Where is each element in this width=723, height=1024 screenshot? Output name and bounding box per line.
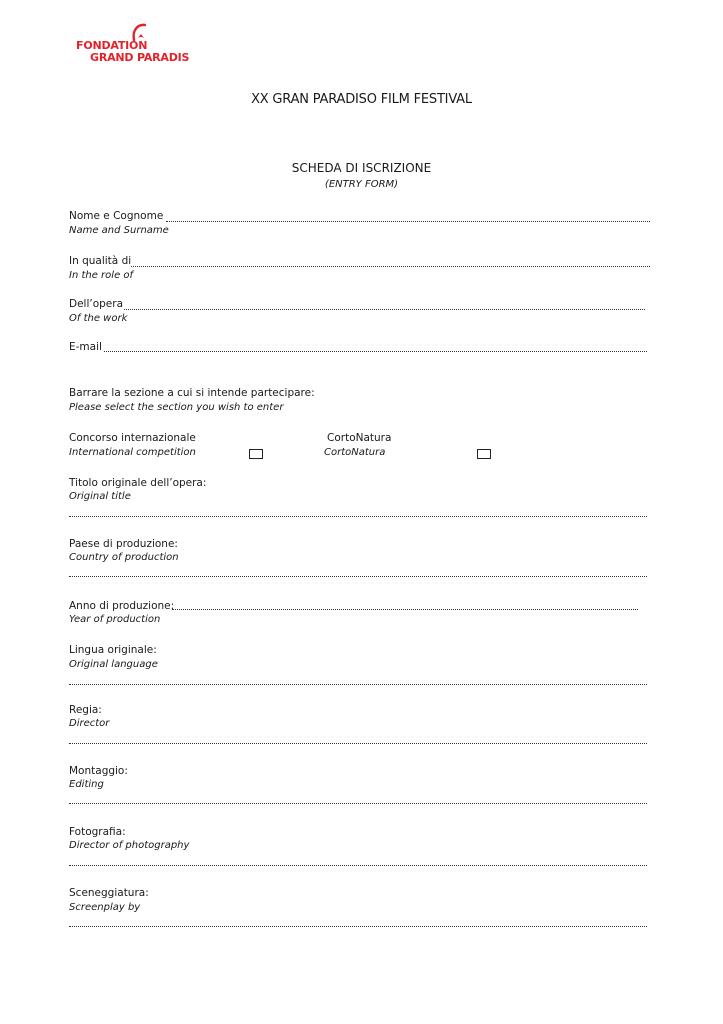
name-field[interactable] — [166, 221, 650, 222]
country-label-en: Country of production — [69, 552, 179, 563]
language-label: Lingua originale: — [69, 644, 157, 656]
international-label-en: International competition — [69, 447, 196, 458]
country-field[interactable] — [69, 576, 647, 577]
director-label-en: Director — [69, 718, 110, 729]
cortonatura-label-en: CortoNatura — [324, 447, 386, 458]
editing-label-en: Editing — [69, 779, 104, 790]
photography-label-en: Director of photography — [69, 840, 190, 851]
year-label-en: Year of production — [69, 614, 161, 625]
year-label: Anno di produzione: — [69, 600, 175, 612]
cortonatura-checkbox[interactable] — [477, 449, 491, 459]
work-label: Dell’opera — [69, 298, 124, 310]
role-label-en: In the role of — [69, 270, 134, 281]
screenplay-label: Sceneggiatura: — [69, 887, 149, 899]
form-title: SCHEDA DI ISCRIZIONE — [291, 161, 432, 175]
language-label-en: Original language — [69, 659, 158, 670]
international-checkbox[interactable] — [249, 449, 263, 459]
language-field[interactable] — [69, 684, 647, 685]
international-label: Concorso internazionale — [69, 432, 196, 444]
screenplay-field[interactable] — [69, 926, 647, 927]
fondation-logo — [76, 22, 196, 68]
role-field[interactable] — [131, 266, 650, 267]
work-label-en: Of the work — [69, 313, 128, 324]
editing-field[interactable] — [69, 803, 647, 804]
year-field[interactable] — [172, 609, 638, 610]
original-title-field[interactable] — [69, 516, 647, 517]
photography-label: Fotografia: — [69, 826, 126, 838]
festival-title: XX GRAN PARADISO FILM FESTIVAL — [251, 92, 472, 107]
name-label-en: Name and Surname — [69, 225, 169, 236]
director-field[interactable] — [69, 743, 647, 744]
editing-label: Montaggio: — [69, 765, 128, 777]
name-label: Nome e Cognome — [69, 210, 164, 222]
director-label: Regia: — [69, 704, 102, 716]
email-label: E-mail — [69, 341, 102, 353]
country-label: Paese di produzione: — [69, 538, 178, 550]
photography-field[interactable] — [69, 865, 647, 866]
section-prompt-en: Please select the section you wish to enter — [69, 402, 284, 413]
original-title-label-en: Original title — [69, 491, 131, 502]
logo-line2: GRAND PARADIS — [90, 50, 190, 64]
email-field[interactable] — [104, 351, 647, 352]
section-prompt: Barrare la sezione a cui si intende partecipare: — [69, 387, 315, 399]
original-title-label: Titolo originale dell’opera: — [69, 477, 207, 489]
logo-line1: FONDATION — [76, 39, 148, 52]
work-field[interactable] — [124, 309, 645, 310]
screenplay-label-en: Screenplay by — [69, 902, 141, 913]
form-subtitle: (ENTRY FORM) — [324, 179, 399, 190]
role-label: In qualità di — [69, 255, 132, 267]
cortonatura-label: CortoNatura — [327, 432, 392, 444]
